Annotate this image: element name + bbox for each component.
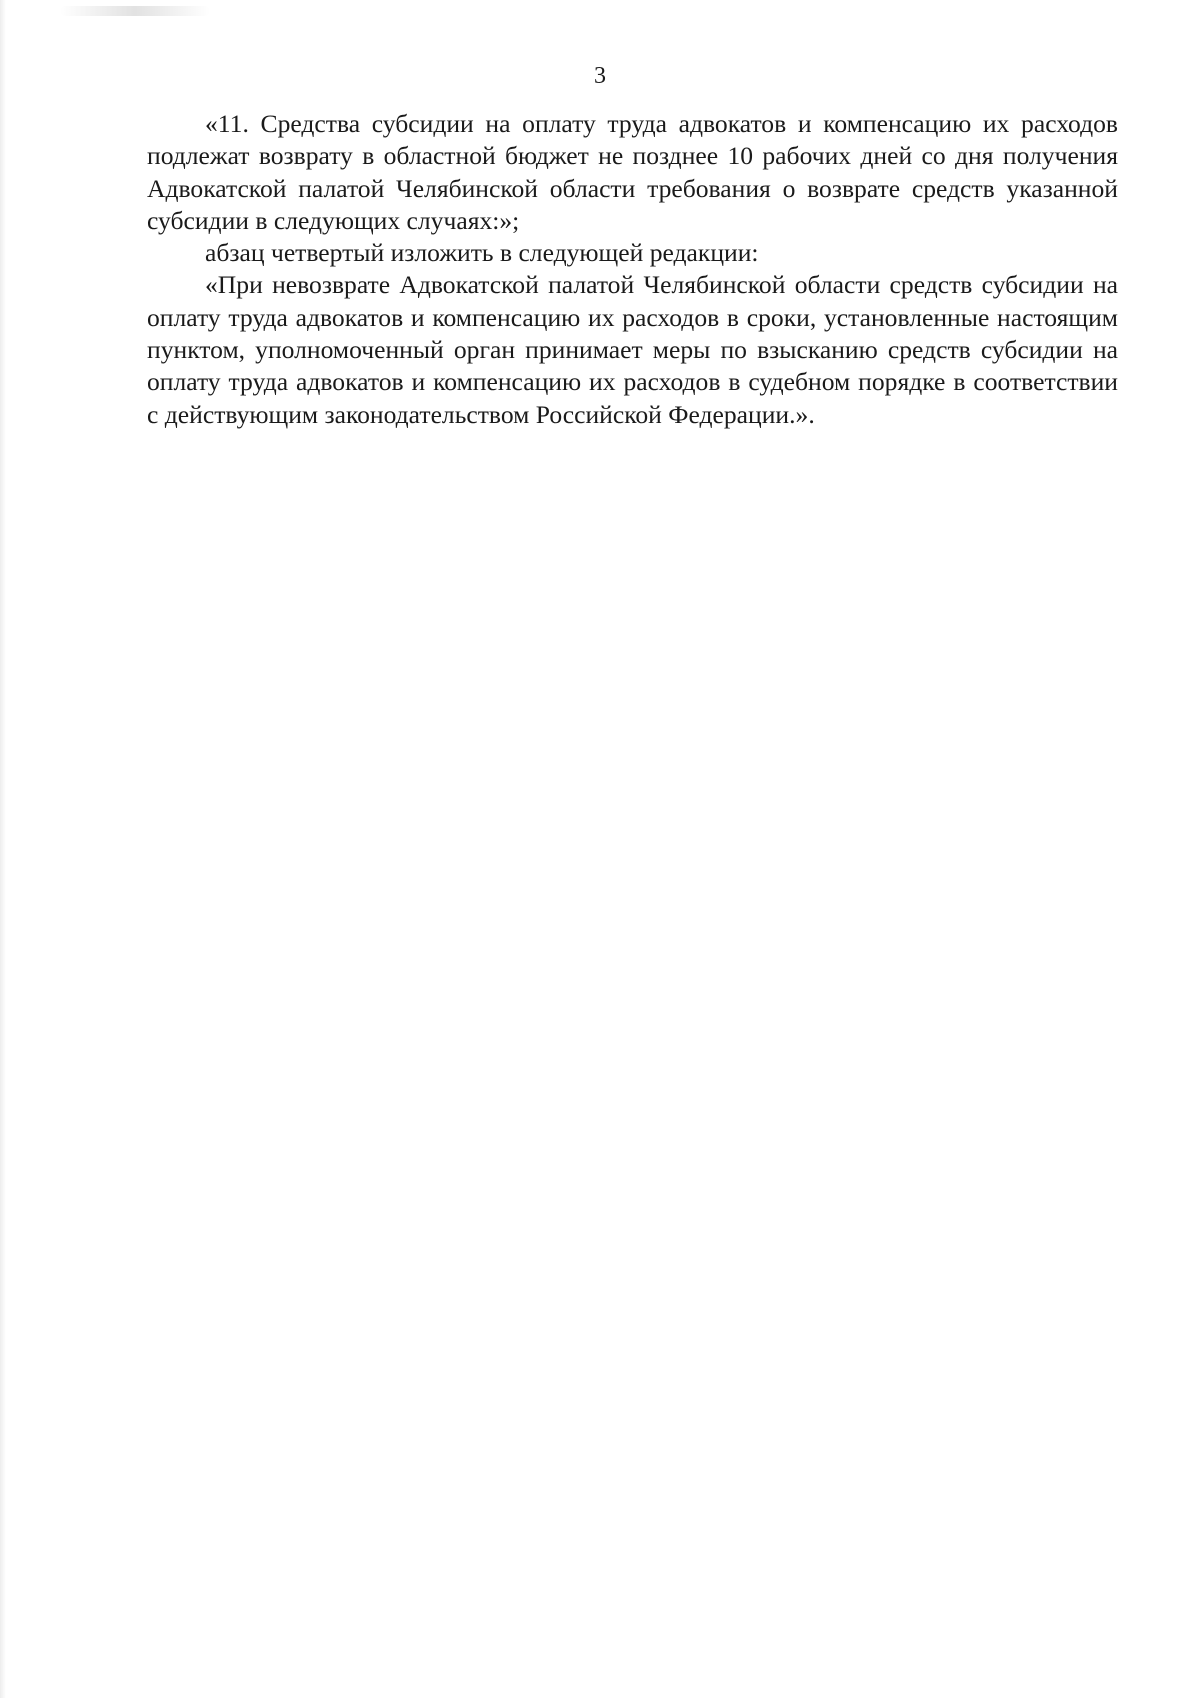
paragraph-instruction: абзац четвертый изложить в следующей редакции: [205,238,759,268]
scan-edge-shadow [0,0,6,1698]
document-body [147,108,1118,431]
paragraph-amendment-fourth-clause: «При невозврате Адвокатской палатой Челябинской области средств субсидии на оплату труда адвокатов и компенсацию их расходов в сроки, установленные настоящим пунктом, уполномоченный орган принимает меры по взысканию средств субсидии на оплату труда адвокатов и компенсацию их расходов в судебном порядке в соответствии с действующим законодательством Российской Федерации.». [147,270,1118,429]
scan-smudge [60,6,210,16]
page-number: 3 [594,63,606,89]
paragraph-amendment-point-11: «11. Средства субсидии на оплату труда адвокатов и компенсацию их расходов подлежат возврату в областной бюджет не позднее 10 рабочих дней со дня получения Адвокатской палатой Челябинской области требования о возврате средств указанной субсидии в следующих случаях:»; [147,109,1118,235]
